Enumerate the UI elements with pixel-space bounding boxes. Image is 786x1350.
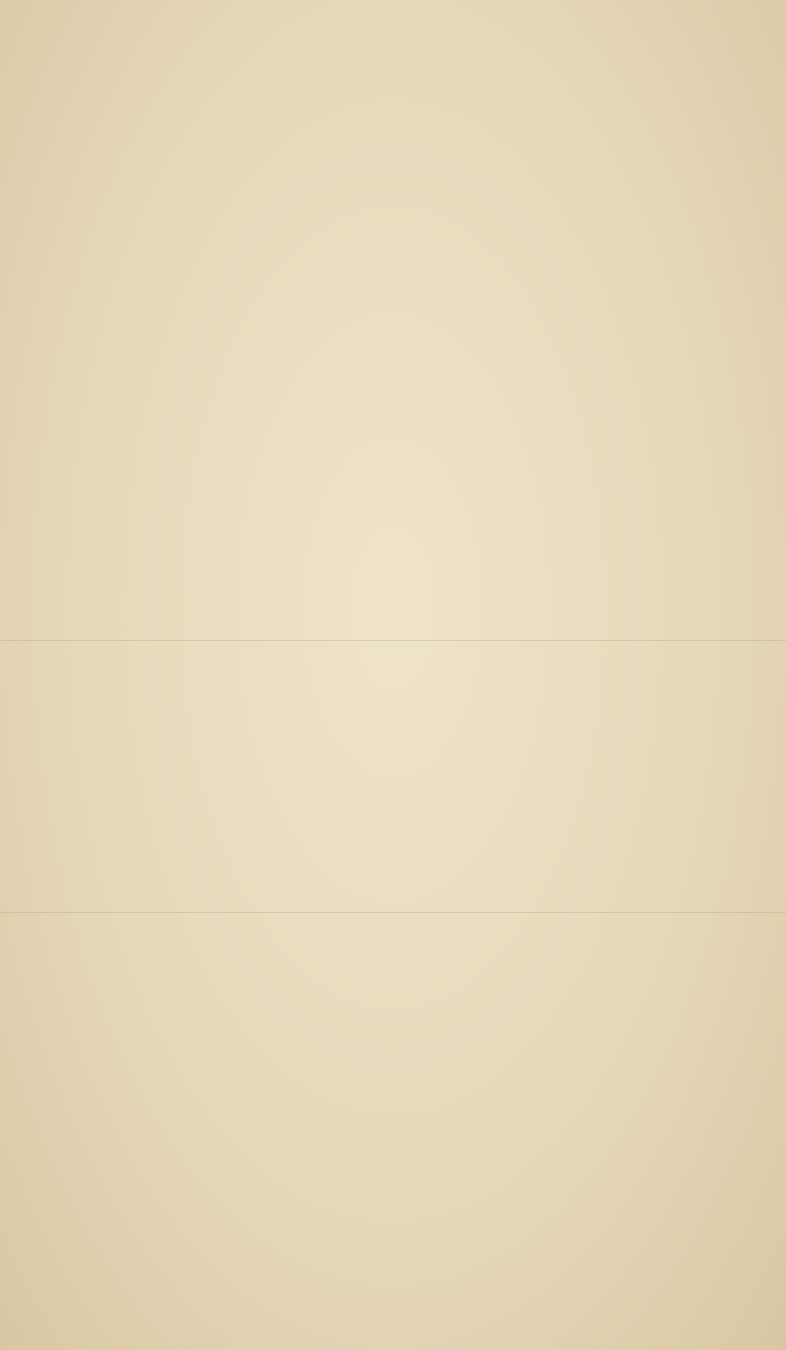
page-fold-line	[0, 912, 786, 913]
page-fold-line	[0, 640, 786, 641]
